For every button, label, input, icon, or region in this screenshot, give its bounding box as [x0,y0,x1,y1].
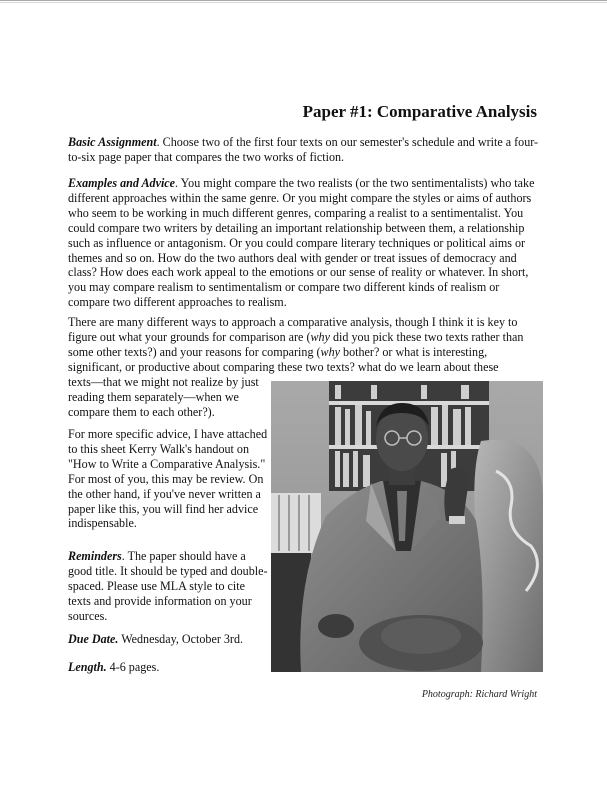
top-border-line-secondary [0,2,607,3]
grounds-paragraph-continued: texts—that we might not realize by just reading them separately—when we compare them to each other?). [68,375,259,419]
grounds-emphasis-why-2: why [320,344,341,359]
richard-wright-photograph [271,381,543,672]
grounds-text-1: There are many different ways to approach a comparative analysis, though I think it is key to figure out what your grounds for comparison are ( [68,315,518,344]
basic-assignment-heading: Basic Assignment [68,135,157,149]
length-heading: Length. [68,660,107,674]
grounds-emphasis-why-1: why [310,329,330,344]
photo-caption: Photograph: Richard Wright [421,689,537,700]
watch [449,516,465,524]
top-border-line [0,0,607,1]
page-title: Paper #1: Comparative Analysis [302,102,537,121]
grounds-text-2: did you pick these two texts rather than some other texts?) and your reasons for comparing ( [68,329,524,359]
examples-advice-text: . You might compare the two realists (or the two sentimentalists) who take different approaches within the same genre. Or you might compare the styles or aims of authors who seem to be working in much different genres, comparing a realist to a sentimentalist. You could compare two writers by detailing an important relationship between them, a relationship such as influence or antagonism. Or you could compare literary techniques or political aims or themes and so on. How do the two authors deal with gender or treat issues of democracy and class? How does each work appeal to the emotions or our sense of reality or whatever. In short, you may compare realism to sentimentalism or compare two different kinds of realism or compare two different approaches to realism. [68,176,535,310]
grounds-paragraph [68,315,542,375]
reminders-heading: Reminders [68,549,122,563]
photograph-illustration [271,381,543,672]
due-date-paragraph [68,632,268,647]
basic-assignment-text: . Choose two of the first four texts on our semester's schedule and write a four-to-six page paper that compares the two works of fiction. [68,135,539,164]
reminders-text: . The paper should have a good title. It should be typed and double-spaced. Please use MLA style to cite texts and provide information on your sources. [68,549,268,623]
examples-advice-paragraph [68,176,542,310]
length-text: 4-6 pages. [106,660,160,674]
examples-advice-heading: Examples and Advice [68,176,176,190]
basic-assignment-paragraph [68,135,542,165]
grounds-text-3: bother? or what is interesting, significant, or productive about comparing these two texts? what do we learn about these [68,344,499,374]
due-date-text: Wednesday, October 3rd. [118,632,244,646]
reminders-paragraph [68,549,268,624]
specific-advice-paragraph: For more specific advice, I have attached to this sheet Kerry Walk's handout on "How to Write a Comparative Analysis." For most of you, this may be review. On the other hand, if you've never written a paper like this, you will find her advice indispensable. [68,427,268,531]
length-paragraph [68,660,268,675]
due-date-heading: Due Date. [68,632,119,646]
